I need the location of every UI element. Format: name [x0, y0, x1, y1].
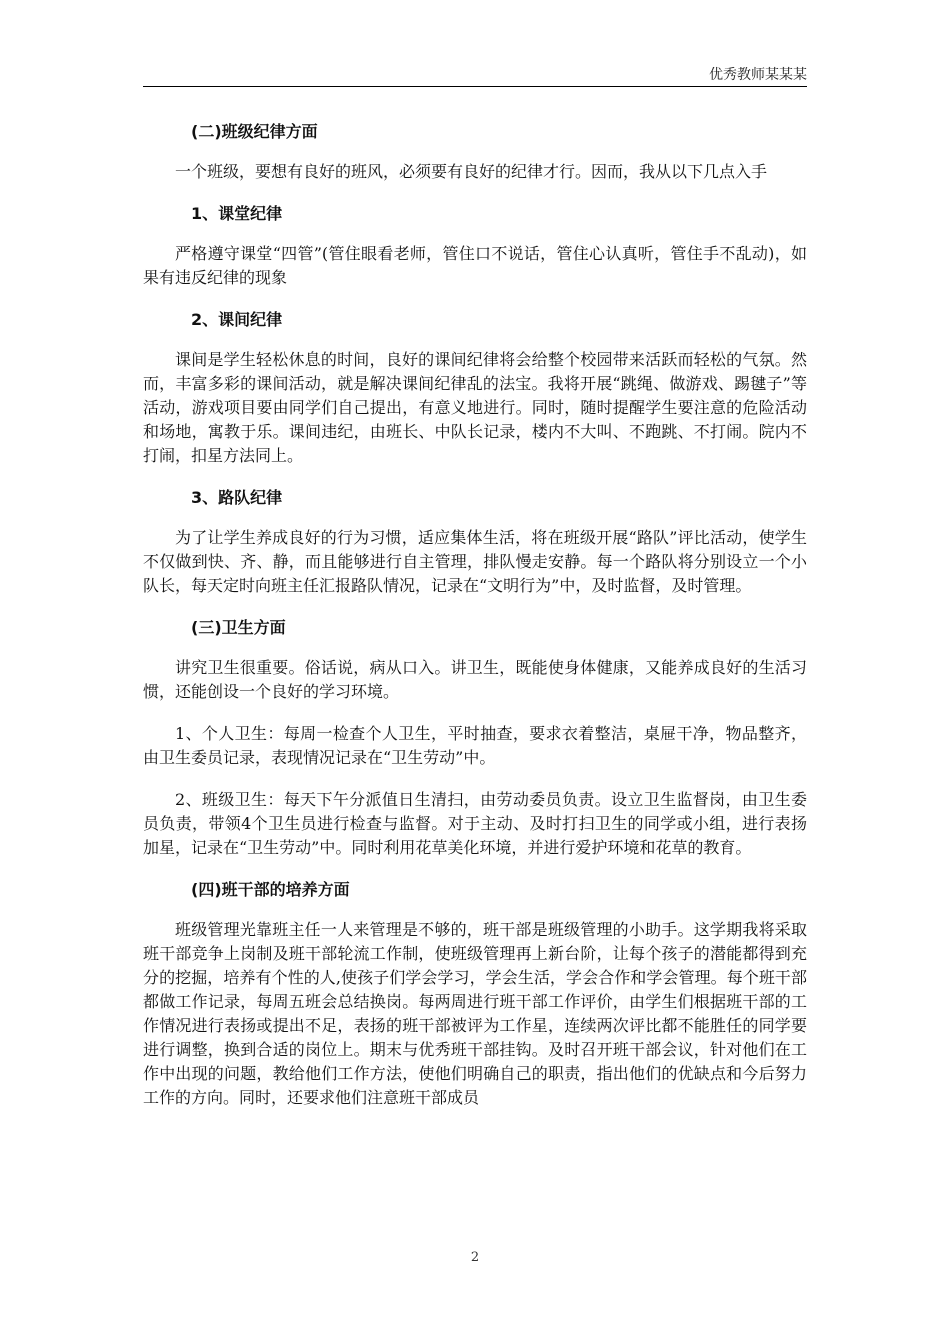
section-heading: (四)班干部的培养方面: [191, 880, 350, 899]
paragraph: 一个班级，要想有良好的班风，必须要有良好的纪律才行。因而，我从以下几点入手: [175, 162, 768, 181]
section-heading: 2、课间纪律: [191, 310, 283, 329]
paragraph: 1、个人卫生：每周一检查个人卫生，平时抽查，要求衣着整洁，桌屉干净，物品整齐，由卫生委员记录，表现情况记录在“卫生劳动”中。: [143, 724, 807, 767]
document-body: [143, 108, 807, 1128]
paragraph: 严格遵守课堂“四管”(管住眼看老师，管住口不说话，管住心认真听，管住手不乱动)，如果有违反纪律的现象: [143, 244, 807, 287]
paragraph: 为了让学生养成良好的行为习惯，适应集体生活，将在班级开展“路队”评比活动，使学生不仅做到快、齐、静，而且能够进行自主管理，排队慢走安静。每一个路队将分别设立一个小队长，每天定时向班主任汇报路队情况，记录在“文明行为”中，及时监督，及时管理。: [143, 528, 807, 595]
page-number: 2: [470, 1250, 480, 1265]
section-heading: 1、课堂纪律: [191, 204, 283, 223]
section-heading: 3、路队纪律: [191, 488, 283, 507]
paragraph: 讲究卫生很重要。俗话说，病从口入。讲卫生，既能使身体健康，又能养成良好的生活习惯，还能创设一个良好的学习环境。: [143, 658, 807, 701]
paragraph: 2、班级卫生：每天下午分派值日生清扫，由劳动委员负责。设立卫生监督岗，由卫生委员负责，带领4个卫生员进行检查与监督。对于主动、及时打扫卫生的同学或小组，进行表扬加星，记录在“卫生劳动”中。同时利用花草美化环境，并进行爱护环境和花草的教育。: [143, 790, 807, 857]
section-heading: (三)卫生方面: [191, 618, 286, 637]
section-heading: (二)班级纪律方面: [191, 122, 318, 141]
header-divider: [143, 86, 807, 87]
paragraph: 课间是学生轻松休息的时间，良好的课间纪律将会给整个校园带来活跃而轻松的气氛。然而，丰富多彩的课间活动，就是解决课间纪律乱的法宝。我将开展“跳绳、做游戏、踢毽子”等活动，游戏项目要由同学们自己提出，有意义地进行。同时，随时提醒学生要注意的危险活动和场地，寓教于乐。课间违纪，由班长、中队长记录，楼内不大叫、不跑跳、不打闹。院内不打闹，扣星方法同上。: [143, 350, 807, 465]
header-text: 优秀教师某某某: [709, 67, 807, 83]
paragraph: 班级管理光靠班主任一人来管理是不够的，班干部是班级管理的小助手。这学期我将采取班干部竞争上岗制及班干部轮流工作制，使班级管理再上新台阶，让每个孩子的潜能都得到充分的挖掘，培养有个性的人,使孩子们学会学习，学会生活，学会合作和学会管理。每个班干部都做工作记录，每周五班会总结换岗。每两周进行班干部工作评价，由学生们根据班干部的工作情况进行表扬或提出不足，表扬的班干部被评为工作星，连续两次评比都不能胜任的同学要进行调整，换到合适的岗位上。期末与优秀班干部挂钩。及时召开班干部会议，针对他们在工作中出现的问题，教给他们工作方法，使他们明确自己的职责，指出他们的优缺点和今后努力工作的方向。同时，还要求他们注意班干部成员: [143, 920, 807, 1107]
